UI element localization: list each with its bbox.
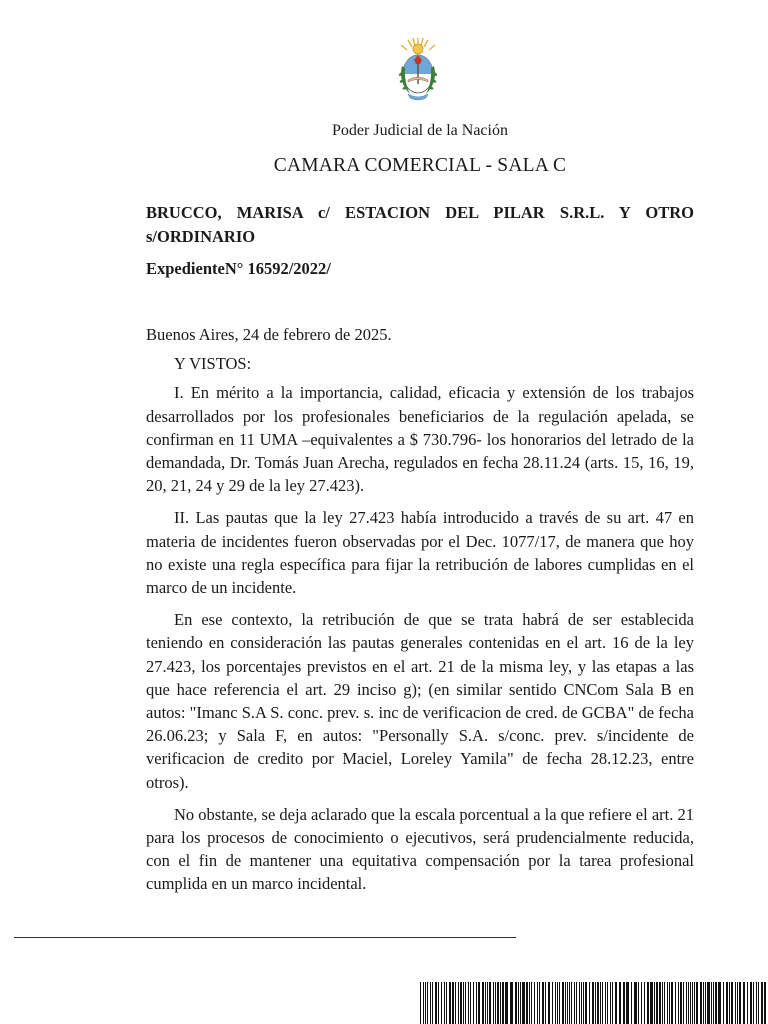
resolution-date: Buenos Aires, 24 de febrero de 2025. [146, 325, 392, 344]
case-title-line-2: s/ORDINARIO [146, 227, 256, 246]
paragraph-3: En ese contexto, la retribución de que se trata habrá de ser establecida teniendo en consideración las pautas generales contenidas en el art. 16 de la ley 27.423, los porcentajes previstos en el art. 21 de la misma ley, y las etapas a las que hace referencia el art. 29 inciso g); (en similar sentido CNCom Sala B en autos: "Imanc S.A S. conc. prev. s. inc de verificacion de cred. de GCBA" de fecha 26.06.23; y Sala F, en autos: "Personally S.A. s/conc. prev. s/incidente de verificacion de credito por Maciel, Loreley Yamila" de fecha 28.12.23, entre otros). [146, 610, 694, 792]
paragraph-1: I. En mérito a la importancia, calidad, eficacia y extensión de los trabajos desarrollados por los profesionales beneficiarios de la regulación apelada, se confirman en 11 UMA –equivalentes a $ 730.796- los honorarios del letrado de la demandada, Dr. Tomás Juan Arecha, regulados en fecha 28.11.24 (arts. 15, 16, 19, 20, 21, 24 y 29 de la ley 27.423). [146, 383, 694, 496]
argentine-coat-of-arms-icon [394, 36, 442, 104]
footer-divider [14, 937, 516, 938]
paragraph-4: No obstante, se deja aclarado que la escala porcentual a la que refiere el art. 21 para los procesos de conocimiento o ejecutivos, será prudencialmente reducida, con el fin de mantener una equitativa compensación por la tarea profesional cumplida en un marco incidental. [146, 804, 694, 894]
court-name: CAMARA COMERCIAL - SALA C [273, 155, 567, 176]
case-title [146, 201, 694, 249]
vistos-heading: Y VISTOS: [174, 354, 252, 374]
resolution-body [146, 323, 694, 905]
paragraph-2: II. Las pautas que la ley 27.423 había introducido a través de su art. 47 en materia de incidentes fueron observadas por el Dec. 1077/17, de manera que hoy no existe una regla específica para fijar la retribución de labores cumplidas en el marco de un incidente. [146, 508, 694, 598]
barcode-icon [418, 982, 768, 1024]
case-number: ExpedienteN° 16592/2022/ [146, 259, 331, 278]
case-title-line-1: BRUCCO, MARISA c/ ESTACION DEL PILAR S.R.L. Y OTRO [146, 203, 694, 222]
institution-name: Poder Judicial de la Nación [332, 122, 508, 139]
